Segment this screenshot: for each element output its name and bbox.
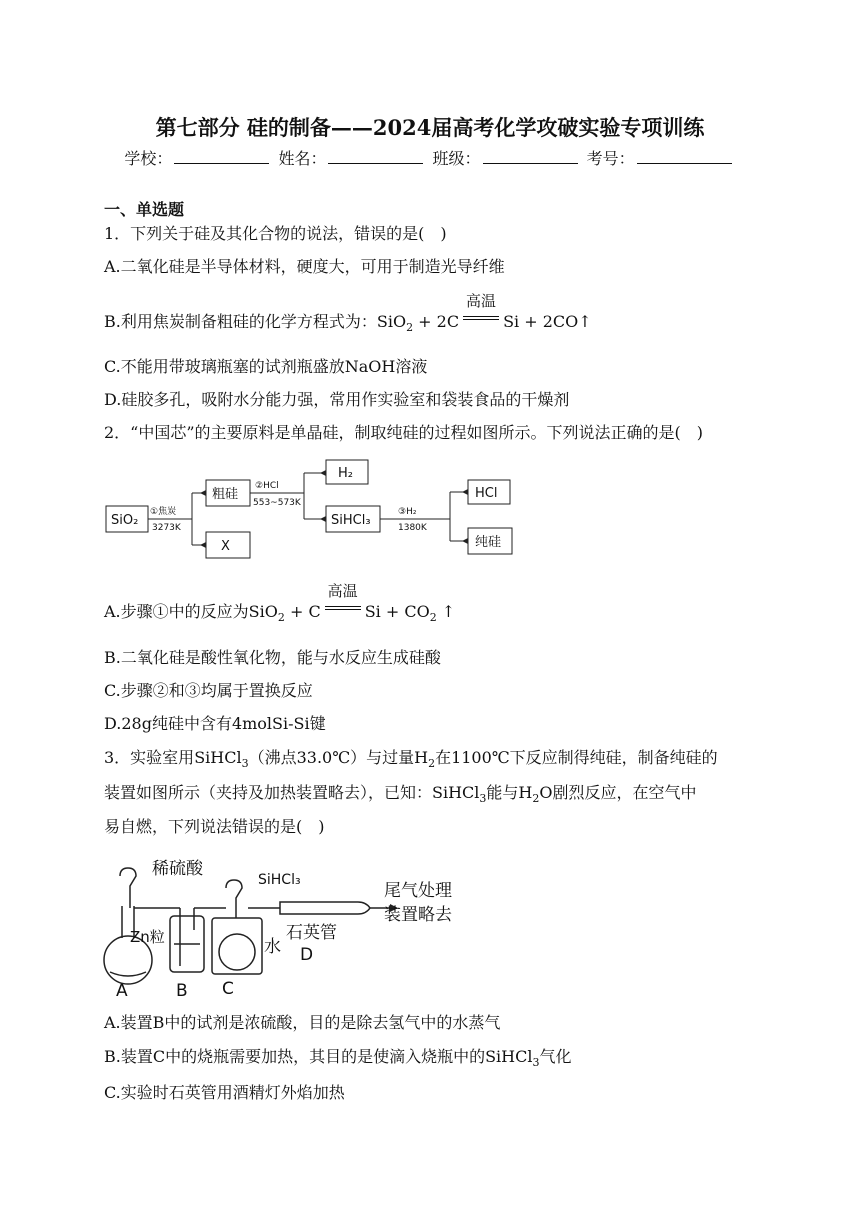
label-temp3: 1380K <box>398 523 427 533</box>
exam-number-blank[interactable] <box>637 149 732 164</box>
label-pure-silicon: 纯硅 <box>475 535 502 550</box>
label-crude-silicon: 粗硅 <box>212 487 239 502</box>
arrow-step1 <box>148 493 204 545</box>
q3-s2b-sub: 3 <box>479 792 487 806</box>
q3-s2c: 能与 <box>486 783 519 802</box>
q3-option-a: A.装置B中的试剂是浓硫酸，目的是除去氢气中的水蒸气 <box>104 1013 501 1032</box>
arrow-step3 <box>380 492 466 541</box>
label-sihcl3: SiHCl₃ <box>331 513 371 528</box>
label-hcl: HCl <box>475 486 498 501</box>
label-temp1: 3273K <box>152 523 181 533</box>
q2-a-equals-sign <box>325 606 361 610</box>
q2-a-plus: + C <box>284 602 321 621</box>
q1-option-d: D.硅胶多孔，吸附水分能力强，常用作实验室和袋装食品的干燥剂 <box>104 390 570 409</box>
arrow-step2 <box>250 473 324 519</box>
q3-s1b: SiHCl <box>194 748 242 767</box>
label-c: C <box>222 979 234 999</box>
q2-flow-diagram <box>100 456 530 564</box>
q3-option-c: C.实验时石英管用酒精灯外焰加热 <box>104 1083 345 1102</box>
label-exhaust-1: 尾气处理 <box>384 881 452 901</box>
q1-b-plus: + 2C <box>413 312 460 331</box>
q2-a-product: Si + CO <box>364 602 430 621</box>
label-a: A <box>116 981 128 1001</box>
funnel-a <box>120 868 136 908</box>
q3-b-tail: 气化 <box>539 1047 572 1066</box>
label-x: X <box>221 539 230 554</box>
arrowheads-2 <box>320 470 326 522</box>
q3-s1b-sub: 3 <box>241 757 249 771</box>
label-step2: ②HCl <box>255 481 279 491</box>
q1-option-a: A.二氧化硅是半导体材料，硬度大，可用于制造光导纤维 <box>104 257 505 276</box>
q3-s2a: 装置如图所示（夹持及加热装置略去），已知： <box>104 783 433 802</box>
label-h2: H₂ <box>338 466 353 481</box>
label-quartz-tube: 石英管 <box>286 923 337 943</box>
q2-a-reactant: SiO <box>248 602 278 621</box>
q3-b-formula: SiHCl <box>485 1047 533 1066</box>
q3-s1e: 在1100℃下反应制得纯硅，制备纯硅的 <box>435 748 718 767</box>
exam-number-label: 考号： <box>586 149 635 168</box>
section-heading: 一、单选题 <box>104 200 185 219</box>
funnel-c <box>226 880 242 918</box>
q1-b-product: Si + 2CO↑ <box>503 312 592 331</box>
q3-s1c: （沸点33.0℃）与过量 <box>248 748 415 767</box>
q3-apparatus-diagram <box>100 848 480 1004</box>
flask-a-zinc <box>110 972 146 976</box>
label-exhaust-2: 装置略去 <box>384 905 452 925</box>
student-info-line <box>0 146 860 169</box>
q2-option-d: D.28g纯硅中含有4molSi-Si键 <box>104 714 326 733</box>
q3-s2e: O剧烈反应，在空气中 <box>539 783 697 802</box>
q3-stem-line1 <box>104 748 718 774</box>
q3-s1d: H <box>414 748 429 767</box>
school-blank[interactable] <box>174 149 269 164</box>
label-d: D <box>300 945 314 965</box>
q1-b-condition <box>459 292 503 327</box>
q2-a-reactant-sub: 2 <box>277 611 285 625</box>
q2-a-condition-text: 高温 <box>327 582 358 600</box>
class-blank[interactable] <box>483 149 578 164</box>
q2-option-a-text: A.步骤①中的反应为 <box>104 602 249 621</box>
q1-option-b-text: B.利用焦炭制备粗硅的化学方程式为： <box>104 312 377 331</box>
q2-stem: 2．“中国芯”的主要原料是单晶硅，制取纯硅的过程如图所示。下列说法正确的是( ) <box>104 423 704 442</box>
q1-stem: 1．下列关于硅及其化合物的说法，错误的是( ) <box>104 224 447 243</box>
school-label: 学校： <box>124 149 173 168</box>
q1-option-c: C.不能用带玻璃瓶塞的试剂瓶盛放NaOH溶液 <box>104 357 428 376</box>
arrowheads-3 <box>462 489 468 544</box>
flask-c <box>219 934 255 970</box>
q3-s2d-sub: 2 <box>532 792 540 806</box>
q1-b-reactant: SiO <box>376 312 407 331</box>
q1-option-b <box>104 292 592 338</box>
label-b: B <box>176 981 188 1001</box>
q3-s2d: H <box>518 783 533 802</box>
label-acid: 稀硫酸 <box>152 859 203 879</box>
name-label: 姓名： <box>278 149 327 168</box>
q2-a-condition <box>321 582 365 617</box>
q3-option-b <box>104 1047 572 1073</box>
q1-b-equals-sign <box>463 316 499 320</box>
q1-b-condition-text: 高温 <box>466 292 497 310</box>
quartz-tube-d <box>280 902 370 914</box>
q3-b-formula-sub: 3 <box>532 1056 540 1070</box>
q2-a-arrow: ↑ <box>436 602 456 621</box>
q3-stem-line3: 易自燃，下列说法错误的是( ) <box>104 817 325 836</box>
q1-b-reactant-sub: 2 <box>406 321 414 335</box>
q3-s1d-sub: 2 <box>428 757 436 771</box>
label-step1: ①焦炭 <box>150 507 177 517</box>
q3-s1a: 3．实验室用 <box>104 748 195 767</box>
arrowheads-1 <box>200 490 206 548</box>
q2-option-a <box>104 582 456 628</box>
label-step3: ③H₂ <box>398 507 417 517</box>
page-title: 第七部分 硅的制备——2024届高考化学攻破实验专项训练 <box>155 115 705 140</box>
label-temp2: 553~573K <box>253 498 301 508</box>
q2-option-c: C.步骤②和③均属于置换反应 <box>104 681 313 700</box>
q2-a-product-sub: 2 <box>429 611 437 625</box>
name-blank[interactable] <box>328 149 423 164</box>
class-label: 班级： <box>432 149 481 168</box>
q3-stem-line2 <box>104 783 697 809</box>
label-water: 水 <box>264 937 281 957</box>
q2-option-b: B.二氧化硅是酸性氧化物，能与水反应生成硅酸 <box>104 648 441 667</box>
q3-option-b-text: B.装置C中的烧瓶需要加热，其目的是使滴入烧瓶中的 <box>104 1047 486 1066</box>
label-zinc: Zn粒 <box>130 928 165 946</box>
label-sio2: SiO₂ <box>111 513 139 528</box>
label-sihcl3: SiHCl₃ <box>258 872 301 888</box>
q3-s2b: SiHCl <box>432 783 480 802</box>
